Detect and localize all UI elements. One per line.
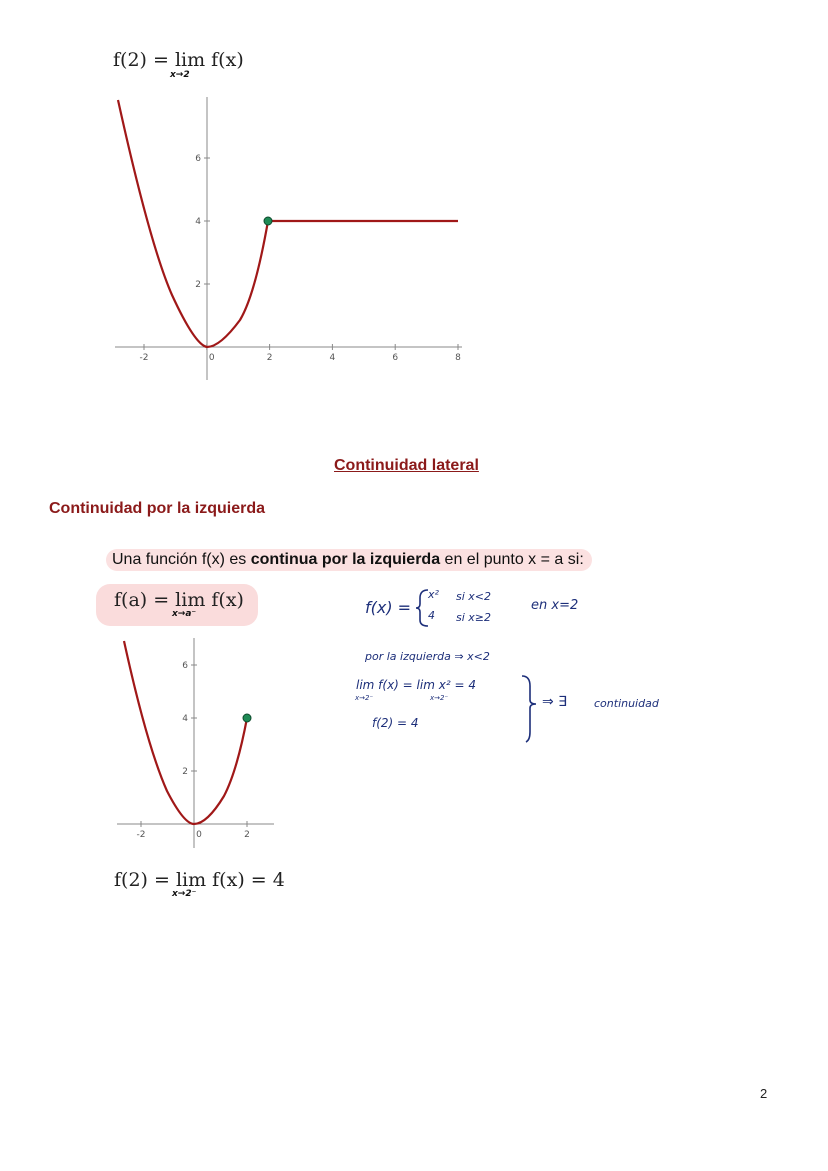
definition-prefix: Una función [112, 551, 202, 568]
graph1-x-tick-label: 4 [329, 353, 336, 363]
handwritten-right-brace [516, 674, 540, 744]
definition-mid: es [224, 551, 251, 568]
handwritten-continuidad: continuidad [594, 697, 659, 710]
handwritten-case1: x² [428, 588, 439, 601]
graph2-x-tick-label: -2 [136, 830, 146, 840]
handwritten-implies-exists: ⇒ ∃ [542, 694, 568, 710]
graph-piecewise-full [110, 95, 470, 385]
graph2-y-tick-label: 4 [182, 714, 188, 724]
graph2-x-tick-label: 2 [244, 830, 250, 840]
handwritten-lim-sub2: x→2⁻ [430, 694, 449, 702]
bottom-limit-formula [114, 869, 285, 891]
handwritten-fx: f(x) = [365, 598, 412, 617]
handwritten-case1-cond: si x<2 [456, 590, 492, 603]
graph1-y-tick-label: 4 [195, 217, 201, 227]
section-heading: Continuidad lateral [334, 457, 479, 474]
graph2-x-tick-label: 0 [196, 830, 202, 840]
graph2-y-tick-label: 6 [182, 661, 188, 671]
bottom-formula-main: f(2) = lim f(x) = 4 [114, 869, 285, 891]
point-at-2 [264, 217, 272, 225]
graph1-y-tick-label: 6 [195, 154, 201, 164]
graph1-x-tick-label: 0 [208, 353, 215, 363]
page-number: 2 [760, 1086, 768, 1101]
handwritten-case2: 4 [428, 609, 435, 622]
handwritten-lim-line: lim f(x) = lim x² = 4 [356, 678, 476, 692]
graph1-x-tick-label: 2 [266, 353, 273, 363]
definition-fx: f(x) [201, 551, 225, 568]
parabola-curve [118, 100, 268, 347]
top-formula-main: f(2) = lim f(x) [113, 49, 244, 71]
top-limit-formula [113, 49, 244, 71]
graph2-y-tick-label: 2 [182, 767, 188, 777]
bottom-formula-subscript: x→2⁻ [172, 889, 197, 899]
left-limit-subscript: x→a⁻ [172, 609, 197, 619]
handwritten-case2-cond: si x≥2 [456, 611, 492, 624]
definition-suffix: en el punto x = a si: [440, 551, 584, 568]
graph1-y-tick-label: 2 [195, 280, 201, 290]
graph1-x-tick-label: -2 [139, 353, 149, 363]
graph1-x-tick-label: 6 [392, 353, 399, 363]
graph1-x-tick-label: 8 [455, 353, 461, 363]
subsection-heading: Continuidad por la izquierda [49, 500, 265, 517]
left-limit-formula-main: f(a) = lim f(x) [114, 589, 244, 611]
handwritten-por-izquierda: por la izquierda ⇒ x<2 [365, 650, 490, 663]
handwritten-f2: f(2) = 4 [372, 716, 419, 730]
handwritten-lim-sub1: x→2⁻ [355, 694, 374, 702]
definition-sentence [106, 549, 592, 571]
graph-left-side [112, 636, 282, 851]
point-at-2-left [243, 714, 251, 722]
left-limit-formula [114, 589, 244, 611]
definition-bold: continua por la izquierda [250, 551, 441, 568]
top-formula-subscript: x→2 [170, 70, 190, 80]
handwritten-en: en x=2 [531, 598, 579, 613]
